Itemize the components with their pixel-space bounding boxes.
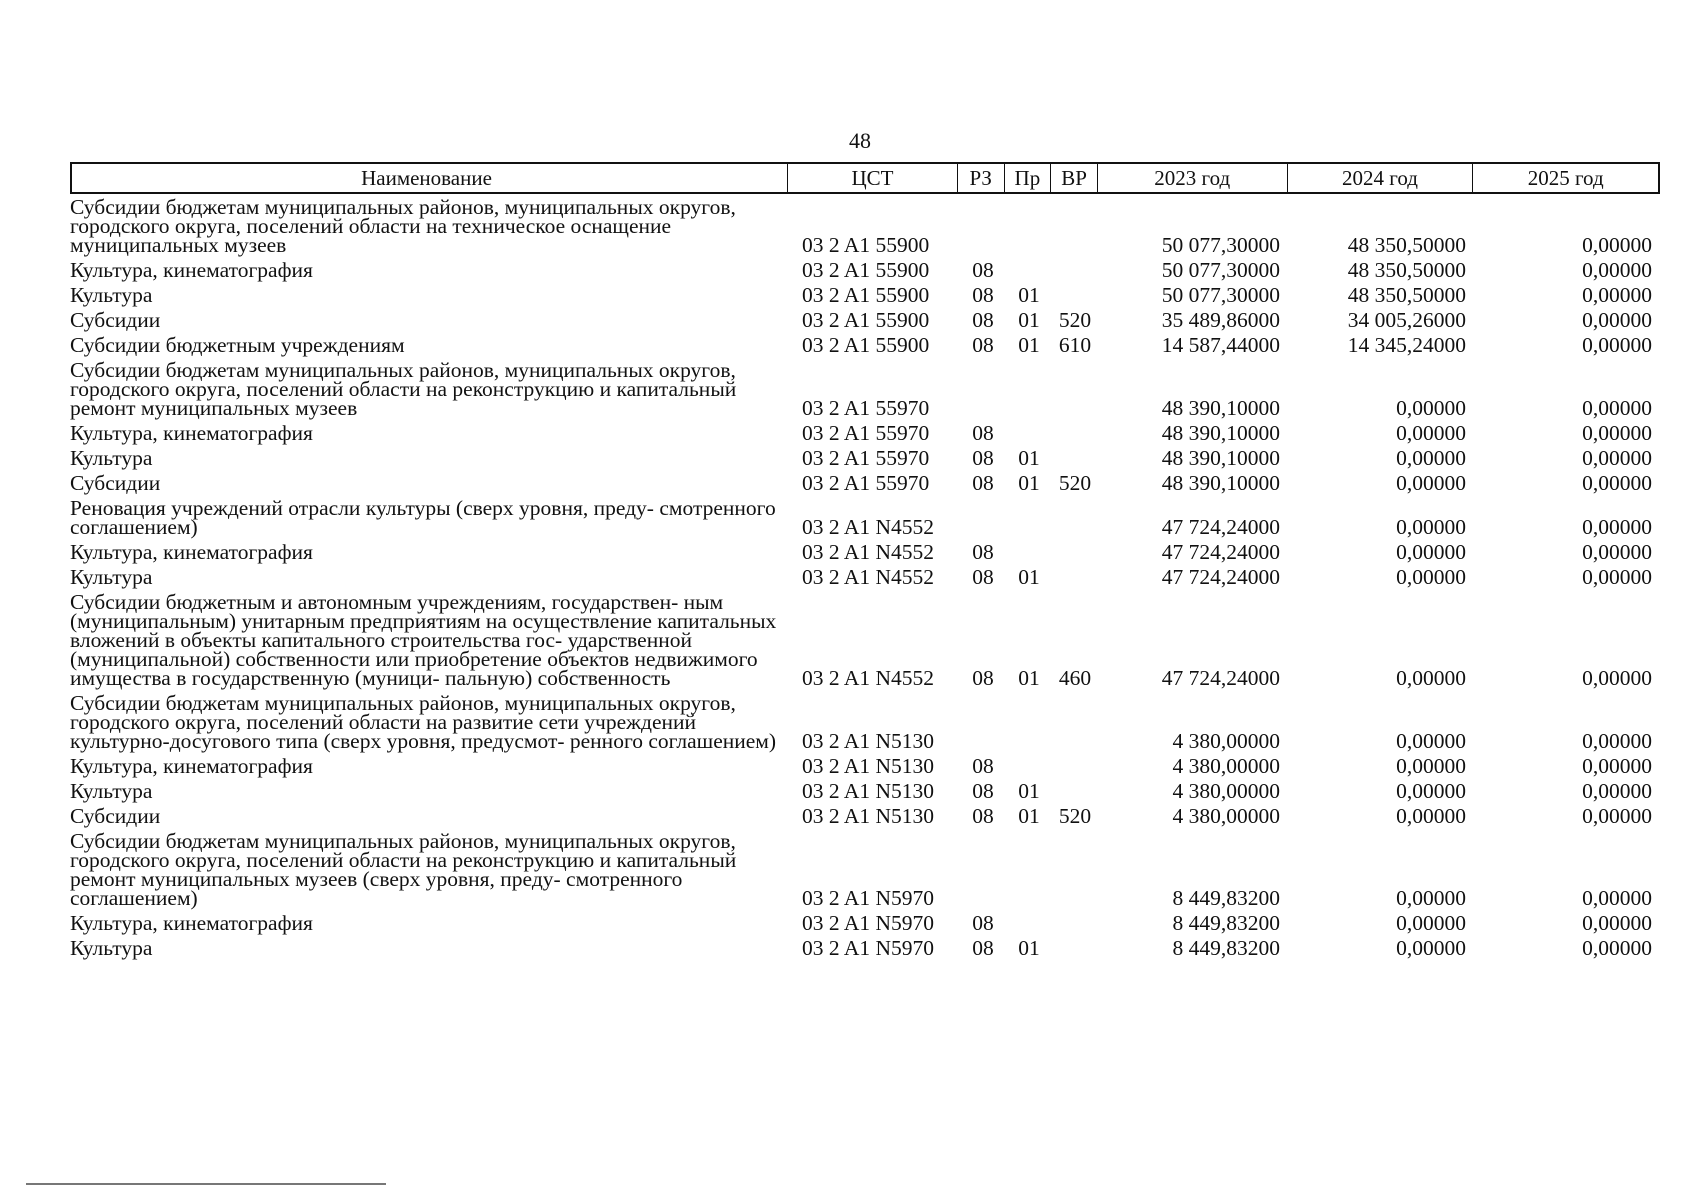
row-2025: 0,00000 xyxy=(1582,515,1652,539)
row-2024: 0,00000 xyxy=(1396,446,1466,470)
row-rz: 08 xyxy=(972,540,994,564)
row-2023: 8 449,83200 xyxy=(1172,936,1280,960)
row-2024: 14 345,24000 xyxy=(1347,333,1466,357)
row-2023: 50 077,30000 xyxy=(1161,233,1280,257)
table-row xyxy=(70,540,1660,564)
row-pr: 01 xyxy=(1018,804,1040,828)
row-cst: 03 2 A1 N4552 xyxy=(802,565,934,589)
row-pr: 01 xyxy=(1018,308,1040,332)
row-2024: 0,00000 xyxy=(1396,515,1466,539)
row-2024: 0,00000 xyxy=(1396,804,1466,828)
row-2025: 0,00000 xyxy=(1582,308,1652,332)
table-row xyxy=(70,565,1660,589)
row-cst: 03 2 A1 N5970 xyxy=(802,936,934,960)
row-cst: 03 2 A1 N5130 xyxy=(802,754,934,778)
row-2024: 0,00000 xyxy=(1396,886,1466,910)
row-cst: 03 2 A1 55900 xyxy=(802,283,930,307)
row-cst: 03 2 A1 55900 xyxy=(802,258,930,282)
row-2025: 0,00000 xyxy=(1582,258,1652,282)
row-2023: 4 380,00000 xyxy=(1172,779,1280,803)
table-row xyxy=(70,911,1660,935)
row-2023: 48 390,10000 xyxy=(1161,396,1280,420)
table-row xyxy=(70,590,1660,690)
row-cst: 03 2 A1 55900 xyxy=(802,333,930,357)
row-2024: 0,00000 xyxy=(1396,779,1466,803)
row-2024: 48 350,50000 xyxy=(1347,283,1466,307)
row-pr: 01 xyxy=(1018,471,1040,495)
row-name: Культура xyxy=(70,565,153,589)
row-2023: 14 587,44000 xyxy=(1161,333,1280,357)
row-name: Культура xyxy=(70,283,153,307)
table-row xyxy=(70,691,1660,753)
row-2025: 0,00000 xyxy=(1582,936,1652,960)
row-2024: 0,00000 xyxy=(1396,565,1466,589)
table-row xyxy=(70,779,1660,803)
row-2025: 0,00000 xyxy=(1582,666,1652,690)
row-2025: 0,00000 xyxy=(1582,886,1652,910)
row-cst: 03 2 A1 N5970 xyxy=(802,911,934,935)
row-pr: 01 xyxy=(1018,283,1040,307)
table-row xyxy=(70,496,1660,539)
row-2025: 0,00000 xyxy=(1582,446,1652,470)
row-rz: 08 xyxy=(972,754,994,778)
row-2023: 8 449,83200 xyxy=(1172,886,1280,910)
row-name: Культура xyxy=(70,446,153,470)
table-body xyxy=(70,195,1660,960)
row-2024: 34 005,26000 xyxy=(1347,308,1466,332)
table-row xyxy=(70,333,1660,357)
row-2025: 0,00000 xyxy=(1582,333,1652,357)
row-cst: 03 2 A1 N5970 xyxy=(802,886,934,910)
row-2023: 47 724,24000 xyxy=(1161,540,1280,564)
row-name: Субсидии бюджетам муниципальных районов, муниципальных округов, городского округа, поселений области на развитие сети учреждений культурно-досугового типа (сверх уровня, предусмот- ренного соглашением) xyxy=(70,691,777,753)
row-2023: 50 077,30000 xyxy=(1161,283,1280,307)
row-cst: 03 2 A1 N4552 xyxy=(802,666,934,690)
table-row xyxy=(70,421,1660,445)
row-vr: 460 xyxy=(1058,666,1092,690)
row-name: Субсидии xyxy=(70,471,161,495)
row-cst: 03 2 A1 55900 xyxy=(802,233,930,257)
row-name: Культура, кинематография xyxy=(70,258,313,282)
row-2023: 35 489,86000 xyxy=(1161,308,1280,332)
row-2025: 0,00000 xyxy=(1582,233,1652,257)
row-vr: 520 xyxy=(1058,308,1092,332)
row-2025: 0,00000 xyxy=(1582,565,1652,589)
table-row xyxy=(70,471,1660,495)
row-name: Культура xyxy=(70,779,153,803)
row-cst: 03 2 A1 55970 xyxy=(802,471,930,495)
row-2025: 0,00000 xyxy=(1582,471,1652,495)
row-rz: 08 xyxy=(972,666,994,690)
row-cst: 03 2 A1 55900 xyxy=(802,308,930,332)
header-2025: 2025 год xyxy=(1472,164,1658,192)
row-cst: 03 2 A1 N5130 xyxy=(802,779,934,803)
row-name: Субсидии xyxy=(70,308,161,332)
table-row xyxy=(70,754,1660,778)
row-2025: 0,00000 xyxy=(1582,754,1652,778)
row-cst: 03 2 A1 N5130 xyxy=(802,729,934,753)
row-name: Культура, кинематография xyxy=(70,421,313,445)
row-cst: 03 2 A1 55970 xyxy=(802,446,930,470)
row-2023: 48 390,10000 xyxy=(1161,471,1280,495)
header-vr: ВР xyxy=(1050,164,1097,192)
row-rz: 08 xyxy=(972,804,994,828)
row-rz: 08 xyxy=(972,283,994,307)
row-2024: 0,00000 xyxy=(1396,666,1466,690)
header-2023: 2023 год xyxy=(1097,164,1287,192)
row-cst: 03 2 A1 55970 xyxy=(802,421,930,445)
row-rz: 08 xyxy=(972,446,994,470)
row-2025: 0,00000 xyxy=(1582,421,1652,445)
row-2025: 0,00000 xyxy=(1582,283,1652,307)
row-2025: 0,00000 xyxy=(1582,779,1652,803)
row-name: Культура, кинематография xyxy=(70,754,313,778)
page-number: 48 xyxy=(849,128,871,153)
row-pr: 01 xyxy=(1018,565,1040,589)
row-2024: 0,00000 xyxy=(1396,936,1466,960)
row-cst: 03 2 A1 N4552 xyxy=(802,540,934,564)
row-2023: 47 724,24000 xyxy=(1161,515,1280,539)
table-header xyxy=(70,162,1660,194)
table-row xyxy=(70,804,1660,828)
row-pr: 01 xyxy=(1018,333,1040,357)
row-2023: 47 724,24000 xyxy=(1161,565,1280,589)
row-cst: 03 2 A1 N4552 xyxy=(802,515,934,539)
row-2023: 48 390,10000 xyxy=(1161,446,1280,470)
row-2023: 48 390,10000 xyxy=(1161,421,1280,445)
row-2023: 8 449,83200 xyxy=(1172,911,1280,935)
table-row xyxy=(70,195,1660,257)
table-row xyxy=(70,283,1660,307)
row-rz: 08 xyxy=(972,258,994,282)
header-name: Наименование xyxy=(361,165,492,190)
row-2023: 47 724,24000 xyxy=(1161,666,1280,690)
row-rz: 08 xyxy=(972,333,994,357)
table-row xyxy=(70,358,1660,420)
row-rz: 08 xyxy=(972,911,994,935)
header-cst: ЦСТ xyxy=(787,164,957,192)
row-pr: 01 xyxy=(1018,446,1040,470)
row-rz: 08 xyxy=(972,936,994,960)
row-name: Субсидии бюджетам муниципальных районов, муниципальных округов, городского округа, поселений области на реконструкцию и капитальный ремонт муниципальных музеев (сверх уровня, преду- смотренного соглашением) xyxy=(70,829,737,910)
row-2025: 0,00000 xyxy=(1582,804,1652,828)
row-pr: 01 xyxy=(1018,936,1040,960)
row-2024: 0,00000 xyxy=(1396,421,1466,445)
row-2024: 0,00000 xyxy=(1396,729,1466,753)
row-name: Культура xyxy=(70,936,153,960)
row-rz: 08 xyxy=(972,421,994,445)
row-2023: 50 077,30000 xyxy=(1161,258,1280,282)
row-2024: 0,00000 xyxy=(1396,911,1466,935)
header-2024: 2024 год xyxy=(1287,164,1473,192)
row-cst: 03 2 A1 55970 xyxy=(802,396,930,420)
row-rz: 08 xyxy=(972,779,994,803)
row-name: Субсидии бюджетам муниципальных районов, муниципальных округов, городского округа, поселений области на техническое оснащение муниципальных музеев xyxy=(70,195,736,257)
row-2025: 0,00000 xyxy=(1582,540,1652,564)
table-row xyxy=(70,936,1660,960)
row-2024: 0,00000 xyxy=(1396,396,1466,420)
row-name: Реновация учреждений отрасли культуры (сверх уровня, преду- смотренного соглашением) xyxy=(70,496,776,539)
row-vr: 520 xyxy=(1058,804,1092,828)
row-2025: 0,00000 xyxy=(1582,396,1652,420)
row-name: Субсидии бюджетным учреждениям xyxy=(70,333,405,357)
row-name: Культура, кинематография xyxy=(70,911,313,935)
row-rz: 08 xyxy=(972,565,994,589)
row-2025: 0,00000 xyxy=(1582,911,1652,935)
footer-divider xyxy=(26,1183,386,1185)
row-vr: 520 xyxy=(1058,471,1092,495)
header-pr: Пр xyxy=(1004,164,1051,192)
row-2023: 4 380,00000 xyxy=(1172,804,1280,828)
row-name: Субсидии бюджетным и автономным учреждениям, государствен- ным (муниципальным) унитарным предприятиям на осуществление капитальных вложений в объекты капитального строительства гос- ударственной (муниципальной) собственности или приобретение объектов недвижимого имущества в государственную (муници- пальную) собственность xyxy=(70,590,777,690)
row-cst: 03 2 A1 N5130 xyxy=(802,804,934,828)
row-rz: 08 xyxy=(972,471,994,495)
table-row xyxy=(70,446,1660,470)
row-name: Культура, кинематография xyxy=(70,540,313,564)
row-vr: 610 xyxy=(1058,333,1092,357)
table-row xyxy=(70,829,1660,910)
row-2023: 4 380,00000 xyxy=(1172,754,1280,778)
row-name: Субсидии бюджетам муниципальных районов, муниципальных округов, городского округа, поселений области на реконструкцию и капитальный ремонт муниципальных музеев xyxy=(70,358,737,420)
row-2024: 0,00000 xyxy=(1396,540,1466,564)
row-2024: 0,00000 xyxy=(1396,754,1466,778)
header-rz: РЗ xyxy=(957,164,1004,192)
table-row xyxy=(70,258,1660,282)
row-pr: 01 xyxy=(1018,779,1040,803)
row-2024: 48 350,50000 xyxy=(1347,233,1466,257)
table-row xyxy=(70,308,1660,332)
row-2023: 4 380,00000 xyxy=(1172,729,1280,753)
row-pr: 01 xyxy=(1018,666,1040,690)
row-2025: 0,00000 xyxy=(1582,729,1652,753)
row-2024: 0,00000 xyxy=(1396,471,1466,495)
budget-table xyxy=(70,162,1660,958)
row-name: Субсидии xyxy=(70,804,161,828)
row-2024: 48 350,50000 xyxy=(1347,258,1466,282)
row-rz: 08 xyxy=(972,308,994,332)
